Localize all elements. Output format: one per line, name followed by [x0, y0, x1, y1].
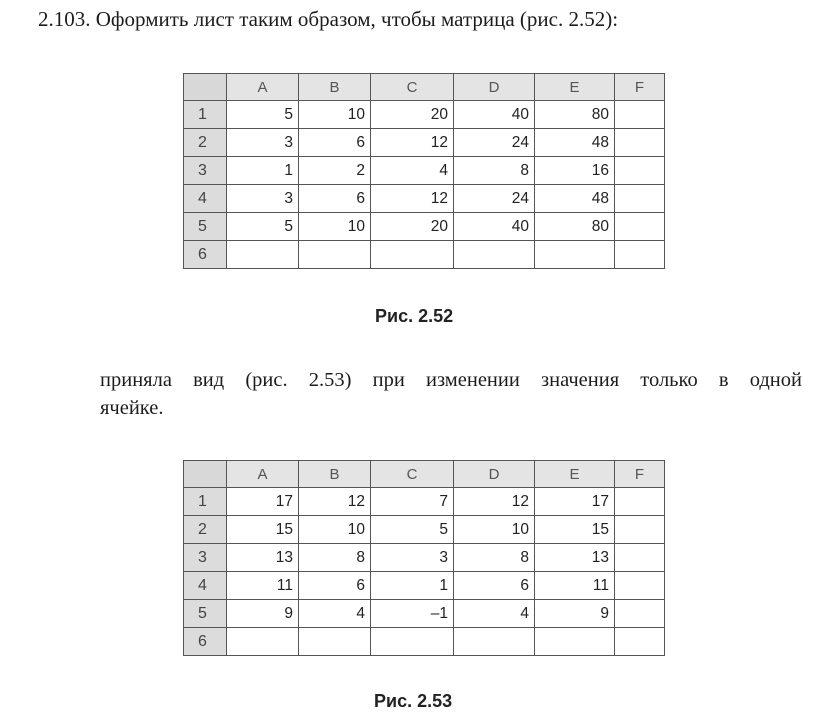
- row-header: 5: [184, 600, 227, 628]
- table-cell: 8: [454, 157, 535, 185]
- table-cell: [371, 241, 454, 269]
- table-cell: 3: [227, 129, 299, 157]
- table-cell: 24: [454, 185, 535, 213]
- table-cell: 5: [227, 213, 299, 241]
- table-cell: 5: [371, 516, 454, 544]
- row-header: 3: [184, 157, 227, 185]
- spreadsheet-figure-2-53: [183, 460, 665, 656]
- table-cell: 7: [371, 488, 454, 516]
- table-row: [184, 101, 665, 129]
- table-cell: 20: [371, 213, 454, 241]
- table-row: [184, 600, 665, 628]
- table-cell: 10: [299, 213, 371, 241]
- table-cell: 8: [299, 544, 371, 572]
- table-cell: 9: [535, 600, 615, 628]
- table-cell: [227, 241, 299, 269]
- table-cell: [615, 600, 665, 628]
- table-cell: [615, 129, 665, 157]
- paragraph-line-1: приняла вид (рис. 2.53) при изменении значения только в одной: [100, 369, 802, 391]
- table-cell: 6: [299, 572, 371, 600]
- table-cell: [535, 241, 615, 269]
- row-header: 4: [184, 572, 227, 600]
- table-row: [184, 213, 665, 241]
- row-header: 6: [184, 628, 227, 656]
- figure-caption-2-53: Рис. 2.53: [374, 691, 453, 711]
- table-cell: [615, 488, 665, 516]
- table-cell: [227, 628, 299, 656]
- table-row: [184, 572, 665, 600]
- table-cell: 12: [371, 129, 454, 157]
- table-cell: 20: [371, 101, 454, 129]
- table-cell: [299, 241, 371, 269]
- table-cell: 13: [535, 544, 615, 572]
- table-cell: –1: [371, 600, 454, 628]
- column-header: C: [371, 74, 454, 101]
- row-header: 6: [184, 241, 227, 269]
- table-cell: [615, 213, 665, 241]
- table-cell: 4: [299, 600, 371, 628]
- table-cell: [615, 516, 665, 544]
- column-header: B: [299, 74, 371, 101]
- table-cell: 6: [299, 185, 371, 213]
- table-cell: [615, 101, 665, 129]
- table-cell: 48: [535, 129, 615, 157]
- table-row: [184, 628, 665, 656]
- column-header: D: [454, 461, 535, 488]
- column-header: E: [535, 461, 615, 488]
- table-cell: 10: [299, 101, 371, 129]
- row-header: 5: [184, 213, 227, 241]
- table-row: [184, 516, 665, 544]
- table-cell: 15: [535, 516, 615, 544]
- table-cell: [615, 185, 665, 213]
- figure-caption-2-52: Рис. 2.52: [375, 306, 454, 326]
- column-header: C: [371, 461, 454, 488]
- table-cell: 10: [299, 516, 371, 544]
- column-header: B: [299, 461, 371, 488]
- table-cell: 40: [454, 213, 535, 241]
- table-cell: [535, 628, 615, 656]
- table-cell: 11: [227, 572, 299, 600]
- row-header: 3: [184, 544, 227, 572]
- table-cell: 6: [299, 129, 371, 157]
- table-cell: 1: [371, 572, 454, 600]
- row-header: 2: [184, 129, 227, 157]
- column-header: F: [615, 461, 665, 488]
- table-cell: [615, 241, 665, 269]
- column-header: A: [227, 461, 299, 488]
- column-header: F: [615, 74, 665, 101]
- table-row: [184, 157, 665, 185]
- table-cell: 15: [227, 516, 299, 544]
- table-cell: 16: [535, 157, 615, 185]
- table-cell: 4: [454, 600, 535, 628]
- table-cell: [615, 628, 665, 656]
- table-row: [184, 241, 665, 269]
- task-statement: 2.103. Оформить лист таким образом, чтобы матрица (рис. 2.52):: [38, 7, 619, 31]
- table-cell: 6: [454, 572, 535, 600]
- corner-cell: [184, 74, 227, 101]
- table-cell: 12: [371, 185, 454, 213]
- table-cell: 40: [454, 101, 535, 129]
- table-row: [184, 129, 665, 157]
- table-cell: [299, 628, 371, 656]
- paragraph-line-2: ячейке.: [100, 397, 164, 419]
- table-cell: 9: [227, 600, 299, 628]
- table-cell: [615, 572, 665, 600]
- spreadsheet-figure-2-52: [183, 73, 665, 269]
- task-continuation: [100, 366, 802, 422]
- table-row: [184, 544, 665, 572]
- table-cell: [371, 628, 454, 656]
- column-header: A: [227, 74, 299, 101]
- table-cell: 48: [535, 185, 615, 213]
- table-cell: 8: [454, 544, 535, 572]
- table-cell: 13: [227, 544, 299, 572]
- column-header: D: [454, 74, 535, 101]
- table-cell: 80: [535, 101, 615, 129]
- table-cell: 12: [299, 488, 371, 516]
- corner-cell: [184, 461, 227, 488]
- table-cell: 17: [535, 488, 615, 516]
- table-cell: 5: [227, 101, 299, 129]
- table-cell: 3: [371, 544, 454, 572]
- table-cell: [454, 628, 535, 656]
- table-cell: 80: [535, 213, 615, 241]
- table-cell: 11: [535, 572, 615, 600]
- table-row: [184, 488, 665, 516]
- table-cell: 3: [227, 185, 299, 213]
- column-header: E: [535, 74, 615, 101]
- table-cell: 24: [454, 129, 535, 157]
- table-cell: [615, 544, 665, 572]
- table-cell: [615, 157, 665, 185]
- table-cell: 4: [371, 157, 454, 185]
- table-cell: 17: [227, 488, 299, 516]
- table-cell: [454, 241, 535, 269]
- row-header: 1: [184, 488, 227, 516]
- table-cell: 12: [454, 488, 535, 516]
- table-cell: 10: [454, 516, 535, 544]
- table-cell: 1: [227, 157, 299, 185]
- row-header: 1: [184, 101, 227, 129]
- table-cell: 2: [299, 157, 371, 185]
- row-header: 4: [184, 185, 227, 213]
- row-header: 2: [184, 516, 227, 544]
- table-row: [184, 185, 665, 213]
